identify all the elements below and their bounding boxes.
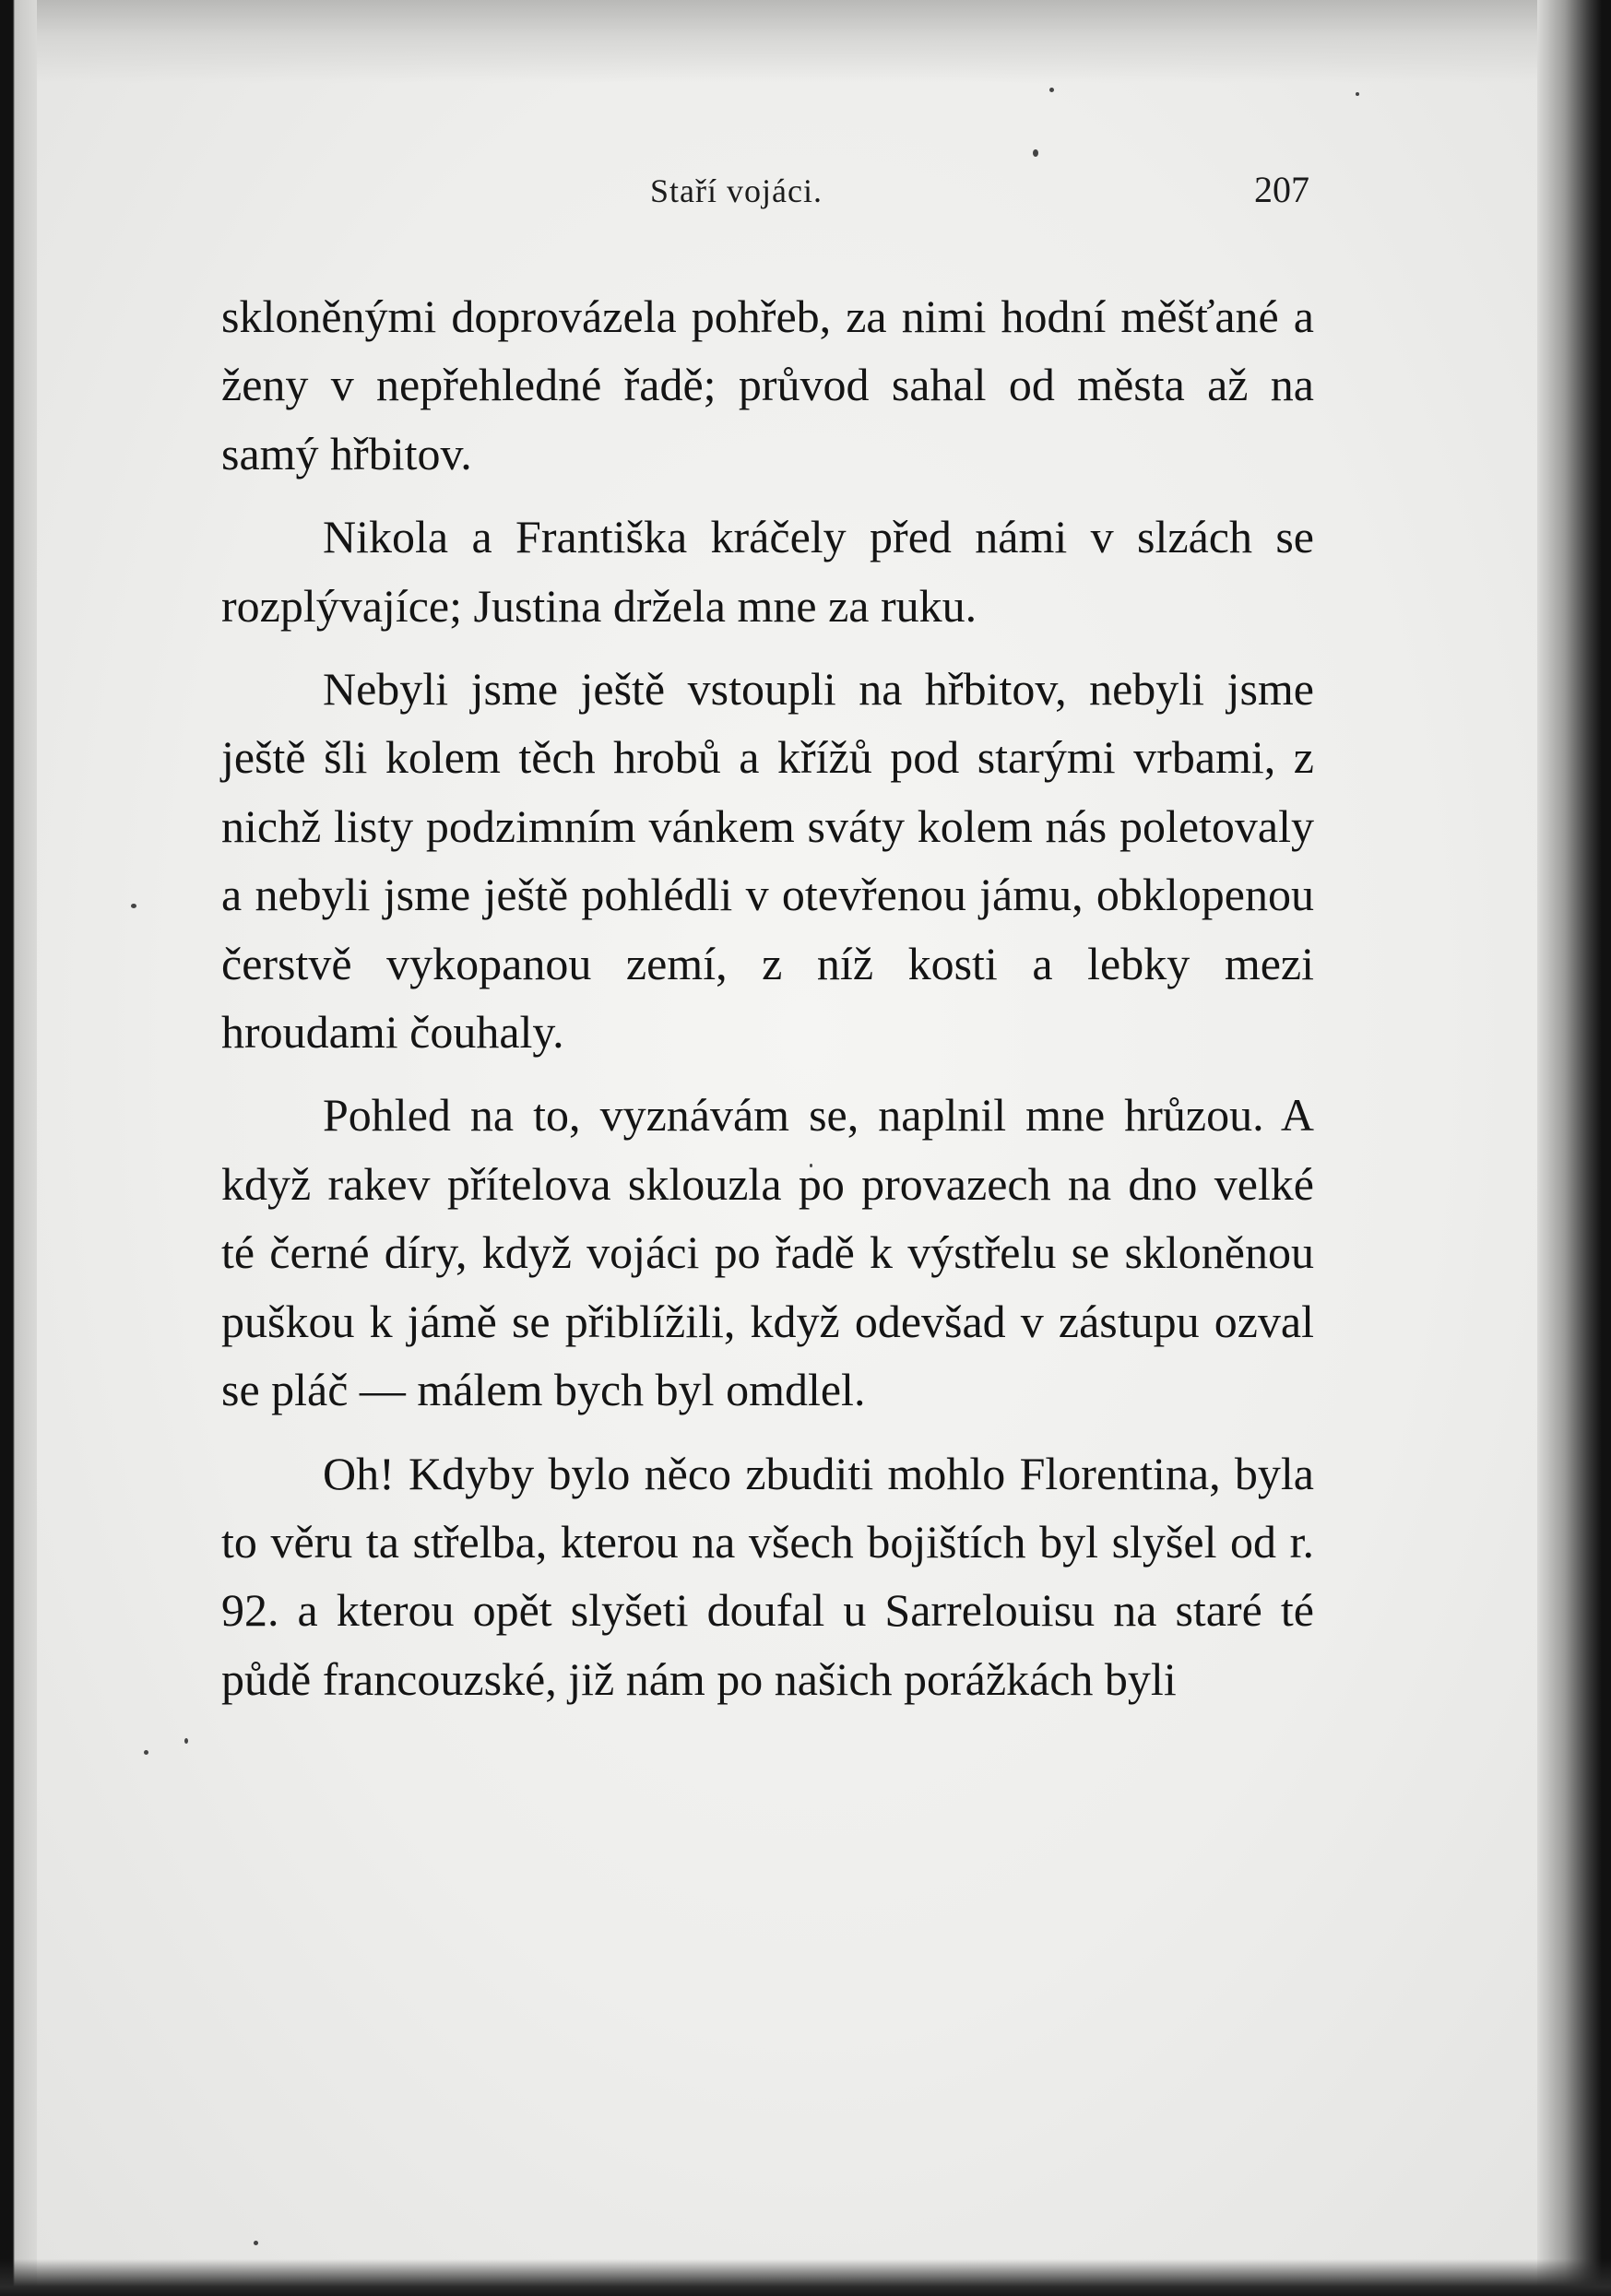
page-top-shadow bbox=[0, 0, 1611, 83]
paragraph-2: Nikola a Františka kráčely před námi v slzách se rozplývajíce; Justina držela mne za ruku. bbox=[221, 511, 1314, 632]
page-left-edge bbox=[0, 0, 37, 2296]
paragraph-1: skloněnými doprovázela pohřeb, za nimi hodní měšťané a ženy v nepřehledné řadě; průvod sahal od města až na samý hřbitov. bbox=[221, 290, 1314, 479]
paragraph-3: Nebyli jsme ještě vstoupli na hřbitov, nebyli jsme ještě šli kolem těch hrobů a křížů pod starými vrbami, z nichž listy podzimním vánkem sváty kolem nás poletovaly a nebyli jsme ještě pohlédli v otevřenou jámu, obklopenou čerstvě vykopanou zemí, z níž kosti a lebky mezi hroudami čouhaly. bbox=[221, 663, 1314, 1059]
page-right-edge bbox=[1537, 0, 1611, 2296]
scan-speck bbox=[254, 2241, 258, 2245]
paragraph-5: Oh! Kdyby bylo něco zbuditi mohlo Florentina, byla to věru ta střelba, kterou na všech bojištích byl slyšel od r. 92. a kterou opět slyšeti doufal u Sarrelouisu na staré té půdě francouzské, již nám po našich porážkách byli bbox=[221, 1447, 1314, 1705]
paragraph-4: Pohled na to, vyznávám se, naplnil mne hrůzou. A když rakev přítelova sklouzla po provazech na dno velké té černé díry, když vojáci po řadě k výstřelu se skloněnou puškou k jámě se přiblížili, když odevšad v zástupu ozval se pláč — málem bych byl omdlel. bbox=[221, 1089, 1314, 1416]
running-title: Staří vojáci. bbox=[650, 172, 823, 209]
scan-speck bbox=[1033, 149, 1038, 157]
running-head bbox=[0, 164, 1611, 219]
page-number: 207 bbox=[1254, 169, 1309, 210]
scan-speck bbox=[184, 1738, 188, 1744]
scan-speck bbox=[131, 904, 136, 908]
scan-speck bbox=[1356, 92, 1359, 96]
body-text bbox=[221, 282, 1314, 1713]
page-bottom-edge bbox=[0, 2259, 1611, 2296]
scan-speck bbox=[1049, 88, 1054, 92]
scan-speck bbox=[144, 1750, 148, 1755]
